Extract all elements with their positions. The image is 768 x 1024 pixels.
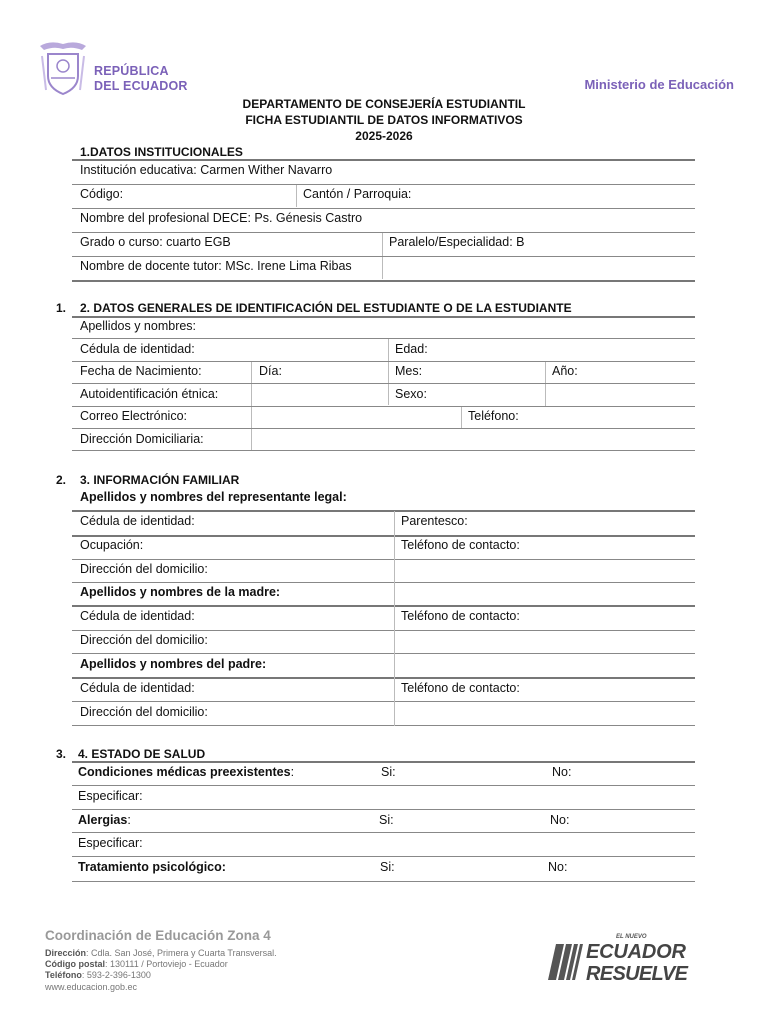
grade-field: Grado o curso: cuarto EGB: [80, 235, 231, 249]
divider: [72, 208, 695, 209]
allergies-label: Alergias: [78, 813, 128, 827]
mother-cedula-field: Cédula de identidad:: [80, 609, 195, 623]
tutor-field: Nombre de docente tutor: MSc. Irene Lima Ribas: [80, 259, 352, 273]
sex-field: Sexo:: [395, 387, 427, 401]
logo-text-ecuador: DEL ECUADOR: [94, 79, 188, 93]
divider: [72, 280, 695, 282]
divider: [72, 630, 695, 631]
divider: [72, 406, 695, 407]
divider: [72, 605, 695, 607]
footer-website[interactable]: www.educacion.gob.ec: [45, 982, 138, 992]
birth-month-field: Mes:: [395, 364, 423, 378]
treatment-no: No:: [548, 860, 568, 874]
footer-phone: [45, 970, 151, 980]
republica-ecuador-logo: [36, 40, 196, 100]
divider: [72, 785, 695, 786]
divider: [72, 832, 695, 833]
colon: :: [127, 813, 131, 827]
coat-of-arms-icon: [36, 40, 90, 98]
divider: [72, 428, 695, 429]
footer-phone-value: : 593-2-396-1300: [81, 970, 151, 980]
divider: [72, 383, 695, 384]
mother-names-field: Apellidos y nombres de la madre:: [80, 585, 281, 599]
preexisting-conditions-label: Condiciones médicas preexistentes: [78, 765, 291, 779]
divider: [72, 856, 695, 857]
footer-postal-value: : 130111 / Portoviejo - Ecuador: [105, 959, 228, 969]
canton-field: Cantón / Parroquia:: [303, 187, 412, 201]
divider: [72, 256, 695, 257]
section3-title: 3. INFORMACIÓN FAMILIAR: [80, 473, 240, 487]
allergies-yes: Si:: [379, 813, 394, 827]
divider: [394, 511, 395, 726]
phone-field: Teléfono:: [468, 409, 519, 423]
logo-text-republica: REPÚBLICA: [94, 64, 169, 78]
divider: [72, 510, 695, 512]
allergies-no: No:: [550, 813, 570, 827]
divider: [461, 407, 462, 429]
divider: [72, 582, 695, 583]
footer-postal: [45, 959, 228, 969]
mother-address-field: Dirección del domicilio:: [80, 633, 208, 647]
divider: [545, 362, 546, 406]
document-year: 2025-2026: [355, 129, 413, 143]
footer-address-label: Dirección: [45, 948, 87, 958]
student-age-field: Edad:: [395, 342, 428, 356]
treatment-yes: Si:: [380, 860, 395, 874]
rep-address-field: Dirección del domicilio:: [80, 562, 208, 576]
ministry-name: Ministerio de Educación: [584, 77, 734, 92]
code-field: Código:: [80, 187, 124, 201]
rep-relationship-field: Parentesco:: [401, 514, 468, 528]
document-department: DEPARTAMENTO DE CONSEJERÍA ESTUDIANTIL: [242, 97, 526, 111]
footer-address-value: : Cdla. San José, Primera y Cuarta Transversal.: [86, 948, 277, 958]
divider: [296, 185, 297, 207]
email-field: Correo Electrónico:: [80, 409, 187, 423]
conditions-specify-field: Especificar:: [78, 789, 143, 803]
divider: [72, 653, 695, 654]
footer-postal-label: Código postal: [45, 959, 105, 969]
student-cedula-field: Cédula de identidad:: [80, 342, 195, 356]
conditions-no: No:: [552, 765, 572, 779]
address-field: Dirección Domiciliaria:: [80, 432, 204, 446]
mother-phone-field: Teléfono de contacto:: [401, 609, 520, 623]
brand-line-2: RESUELVE: [586, 963, 688, 984]
father-cedula-field: Cédula de identidad:: [80, 681, 195, 695]
divider: [72, 559, 695, 560]
divider: [72, 677, 695, 679]
allergies-field: [78, 813, 131, 827]
father-phone-field: Teléfono de contacto:: [401, 681, 520, 695]
father-address-field: Dirección del domicilio:: [80, 705, 208, 719]
colon: :: [290, 765, 295, 779]
ethnicity-field: Autoidentificación étnica:: [80, 387, 219, 401]
birth-date-field: Fecha de Nacimiento:: [80, 364, 202, 378]
student-names-field: Apellidos y nombres:: [80, 319, 197, 333]
list-number: 1.: [56, 301, 67, 315]
divider: [72, 338, 695, 339]
institution-field: Institución educativa: Carmen Wither Navarro: [80, 163, 333, 177]
footer-address: [45, 948, 277, 958]
divider: [72, 809, 695, 810]
footer-phone-label: Teléfono: [45, 970, 82, 980]
divider: [72, 316, 695, 318]
divider: [72, 232, 695, 233]
divider: [72, 761, 695, 763]
divider: [72, 881, 695, 882]
divider: [72, 725, 695, 726]
divider: [388, 339, 389, 405]
list-number: 3.: [56, 747, 67, 761]
birth-day-field: Día:: [259, 364, 282, 378]
dece-field: Nombre del profesional DECE: Ps. Génesis Castro: [80, 211, 363, 225]
divider: [72, 159, 695, 161]
rep-cedula-field: Cédula de identidad:: [80, 514, 195, 528]
rep-occupation-field: Ocupación:: [80, 538, 144, 552]
footer-title: Coordinación de Educación Zona 4: [45, 928, 271, 943]
divider: [72, 535, 695, 537]
paralelo-field: Paralelo/Especialidad: B: [389, 235, 525, 249]
section2-title: 2. DATOS GENERALES DE IDENTIFICACIÓN DEL ESTUDIANTE O DE LA ESTUDIANTE: [80, 301, 572, 315]
brand-line-1: ECUADOR: [586, 941, 686, 963]
document-title: FICHA ESTUDIANTIL DE DATOS INFORMATIVOS: [245, 113, 523, 127]
section1-title: 1.DATOS INSTITUCIONALES: [80, 145, 243, 159]
list-number: 2.: [56, 473, 67, 487]
allergies-specify-field: Especificar:: [78, 836, 143, 850]
ecuador-resuelve-logo: [548, 928, 693, 984]
conditions-yes: Si:: [381, 765, 396, 779]
brand-small-text: EL NUEVO: [616, 934, 647, 940]
rep-names-field: Apellidos y nombres del representante legal:: [80, 490, 347, 504]
father-names-field: Apellidos y nombres del padre:: [80, 657, 267, 671]
divider: [72, 361, 695, 362]
psych-treatment-field: Tratamiento psicológico:: [78, 860, 226, 874]
rep-phone-field: Teléfono de contacto:: [401, 538, 520, 552]
preexisting-conditions-field: [78, 765, 294, 779]
divider: [72, 450, 695, 451]
birth-year-field: Año:: [552, 364, 578, 378]
divider: [72, 701, 695, 702]
section4-title: 4. ESTADO DE SALUD: [78, 747, 206, 761]
divider: [72, 184, 695, 185]
